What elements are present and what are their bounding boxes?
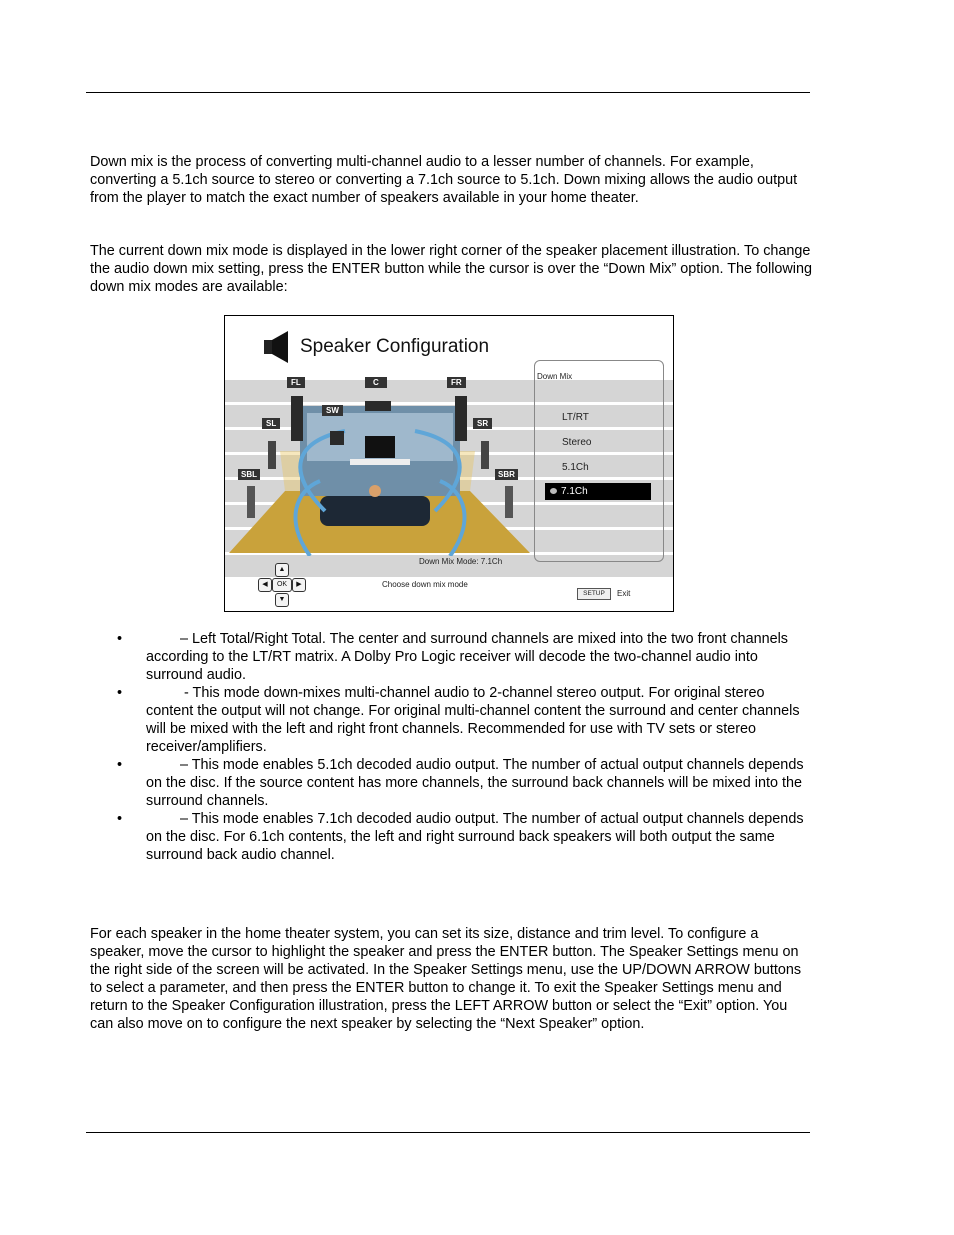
- screen-title: Speaker Configuration: [300, 336, 490, 357]
- footer-rule: [86, 1132, 810, 1133]
- list-item: • - This mode down-mixes multi-channel audio to 2-channel stereo output. For original stereo content the output will not change. For original multi-channel content the surround and center channels will be mixed with the left and right front channels. Recommended for use with TV sets or stereo receiver/amplifiers.: [117, 685, 800, 755]
- speaker-fr-label[interactable]: FR: [447, 377, 466, 388]
- ok-button[interactable]: OK: [272, 578, 292, 592]
- speaker-icon: [262, 330, 292, 364]
- up-arrow-icon[interactable]: ▲: [275, 563, 289, 577]
- list-item: • – This mode enables 7.1ch decoded audio output. The number of actual output channels depends on the disc. For 6.1ch contents, the left and right surround back speakers will both output the same surround back audio channel.: [117, 811, 804, 863]
- speaker-sr-label[interactable]: SR: [473, 418, 492, 429]
- speaker-c-label[interactable]: C: [365, 377, 387, 388]
- option-lt-rt[interactable]: LT/RT: [562, 412, 589, 423]
- intro-paragraph-2: The current down mix mode is displayed in the lower right corner of the speaker placement illustration. To change the audio down mix setting, press the ENTER button while the cursor is over the “Down Mix” option. The following down mix modes are available:: [90, 243, 813, 295]
- hint-text: Choose down mix mode: [382, 580, 468, 589]
- list-item: • – This mode enables 5.1ch decoded audio output. The number of actual output channels depends on the disc. If the source content has more channels, the surround back channels will be mixed into the surround channels.: [117, 757, 804, 809]
- speaker-settings-paragraph: For each speaker in the home theater system, you can set its size, distance and trim level. To configure a speaker, move the cursor to highlight the speaker and press the ENTER button. The Speaker Settings menu on the right side of the screen will be activated. In the Speaker Settings menu, use the UP/DOWN ARROW buttons to select a parameter, and then press the ENTER button to change it. To exit the Speaker Settings menu and return to the Speaker Configuration illustration, press the LEFT ARROW button or select the “Exit” option. You can also move on to configure the next speaker by selecting the “Next Speaker” option.: [90, 926, 802, 1032]
- down-mix-menu-label: Down Mix: [537, 372, 573, 381]
- speaker-configuration-screenshot: [224, 315, 674, 612]
- down-mix-status: Down Mix Mode: 7.1Ch: [419, 557, 503, 566]
- speaker-fl-label[interactable]: FL: [287, 377, 305, 388]
- option-7-1ch[interactable]: 7.1Ch: [561, 486, 588, 497]
- selected-dot-icon: [550, 488, 557, 494]
- intro-paragraph-1: Down mix is the process of converting multi-channel audio to a lesser number of channels. For example, converting a 5.1ch source to stereo or converting a 7.1ch source to 5.1ch. Down mixing allows the audio output from the player to match the exact number of speakers available in your home theater.: [90, 154, 798, 206]
- down-mix-modes-list: [118, 630, 808, 864]
- right-arrow-icon[interactable]: ▶: [292, 578, 306, 592]
- speaker-sl-label[interactable]: SL: [262, 418, 280, 429]
- left-arrow-icon[interactable]: ◀: [258, 578, 272, 592]
- option-stereo[interactable]: Stereo: [562, 437, 592, 448]
- header-rule: [86, 92, 810, 93]
- list-item: • – Left Total/Right Total. The center and surround channels are mixed into the two front channels according to the LT/RT matrix. A Dolby Pro Logic receiver will decode the two-channel audio into surround audio.: [117, 631, 788, 683]
- exit-label[interactable]: Exit: [617, 589, 631, 598]
- setup-key[interactable]: SETUP: [577, 588, 611, 600]
- room-illustration: [225, 371, 535, 556]
- down-mix-menu: [534, 360, 664, 562]
- speaker-sw-label[interactable]: SW: [322, 405, 343, 416]
- down-arrow-icon[interactable]: ▼: [275, 593, 289, 607]
- speaker-sbl-label[interactable]: SBL: [238, 469, 260, 480]
- speaker-sbr-label[interactable]: SBR: [495, 469, 518, 480]
- option-5-1ch[interactable]: 5.1Ch: [562, 462, 589, 473]
